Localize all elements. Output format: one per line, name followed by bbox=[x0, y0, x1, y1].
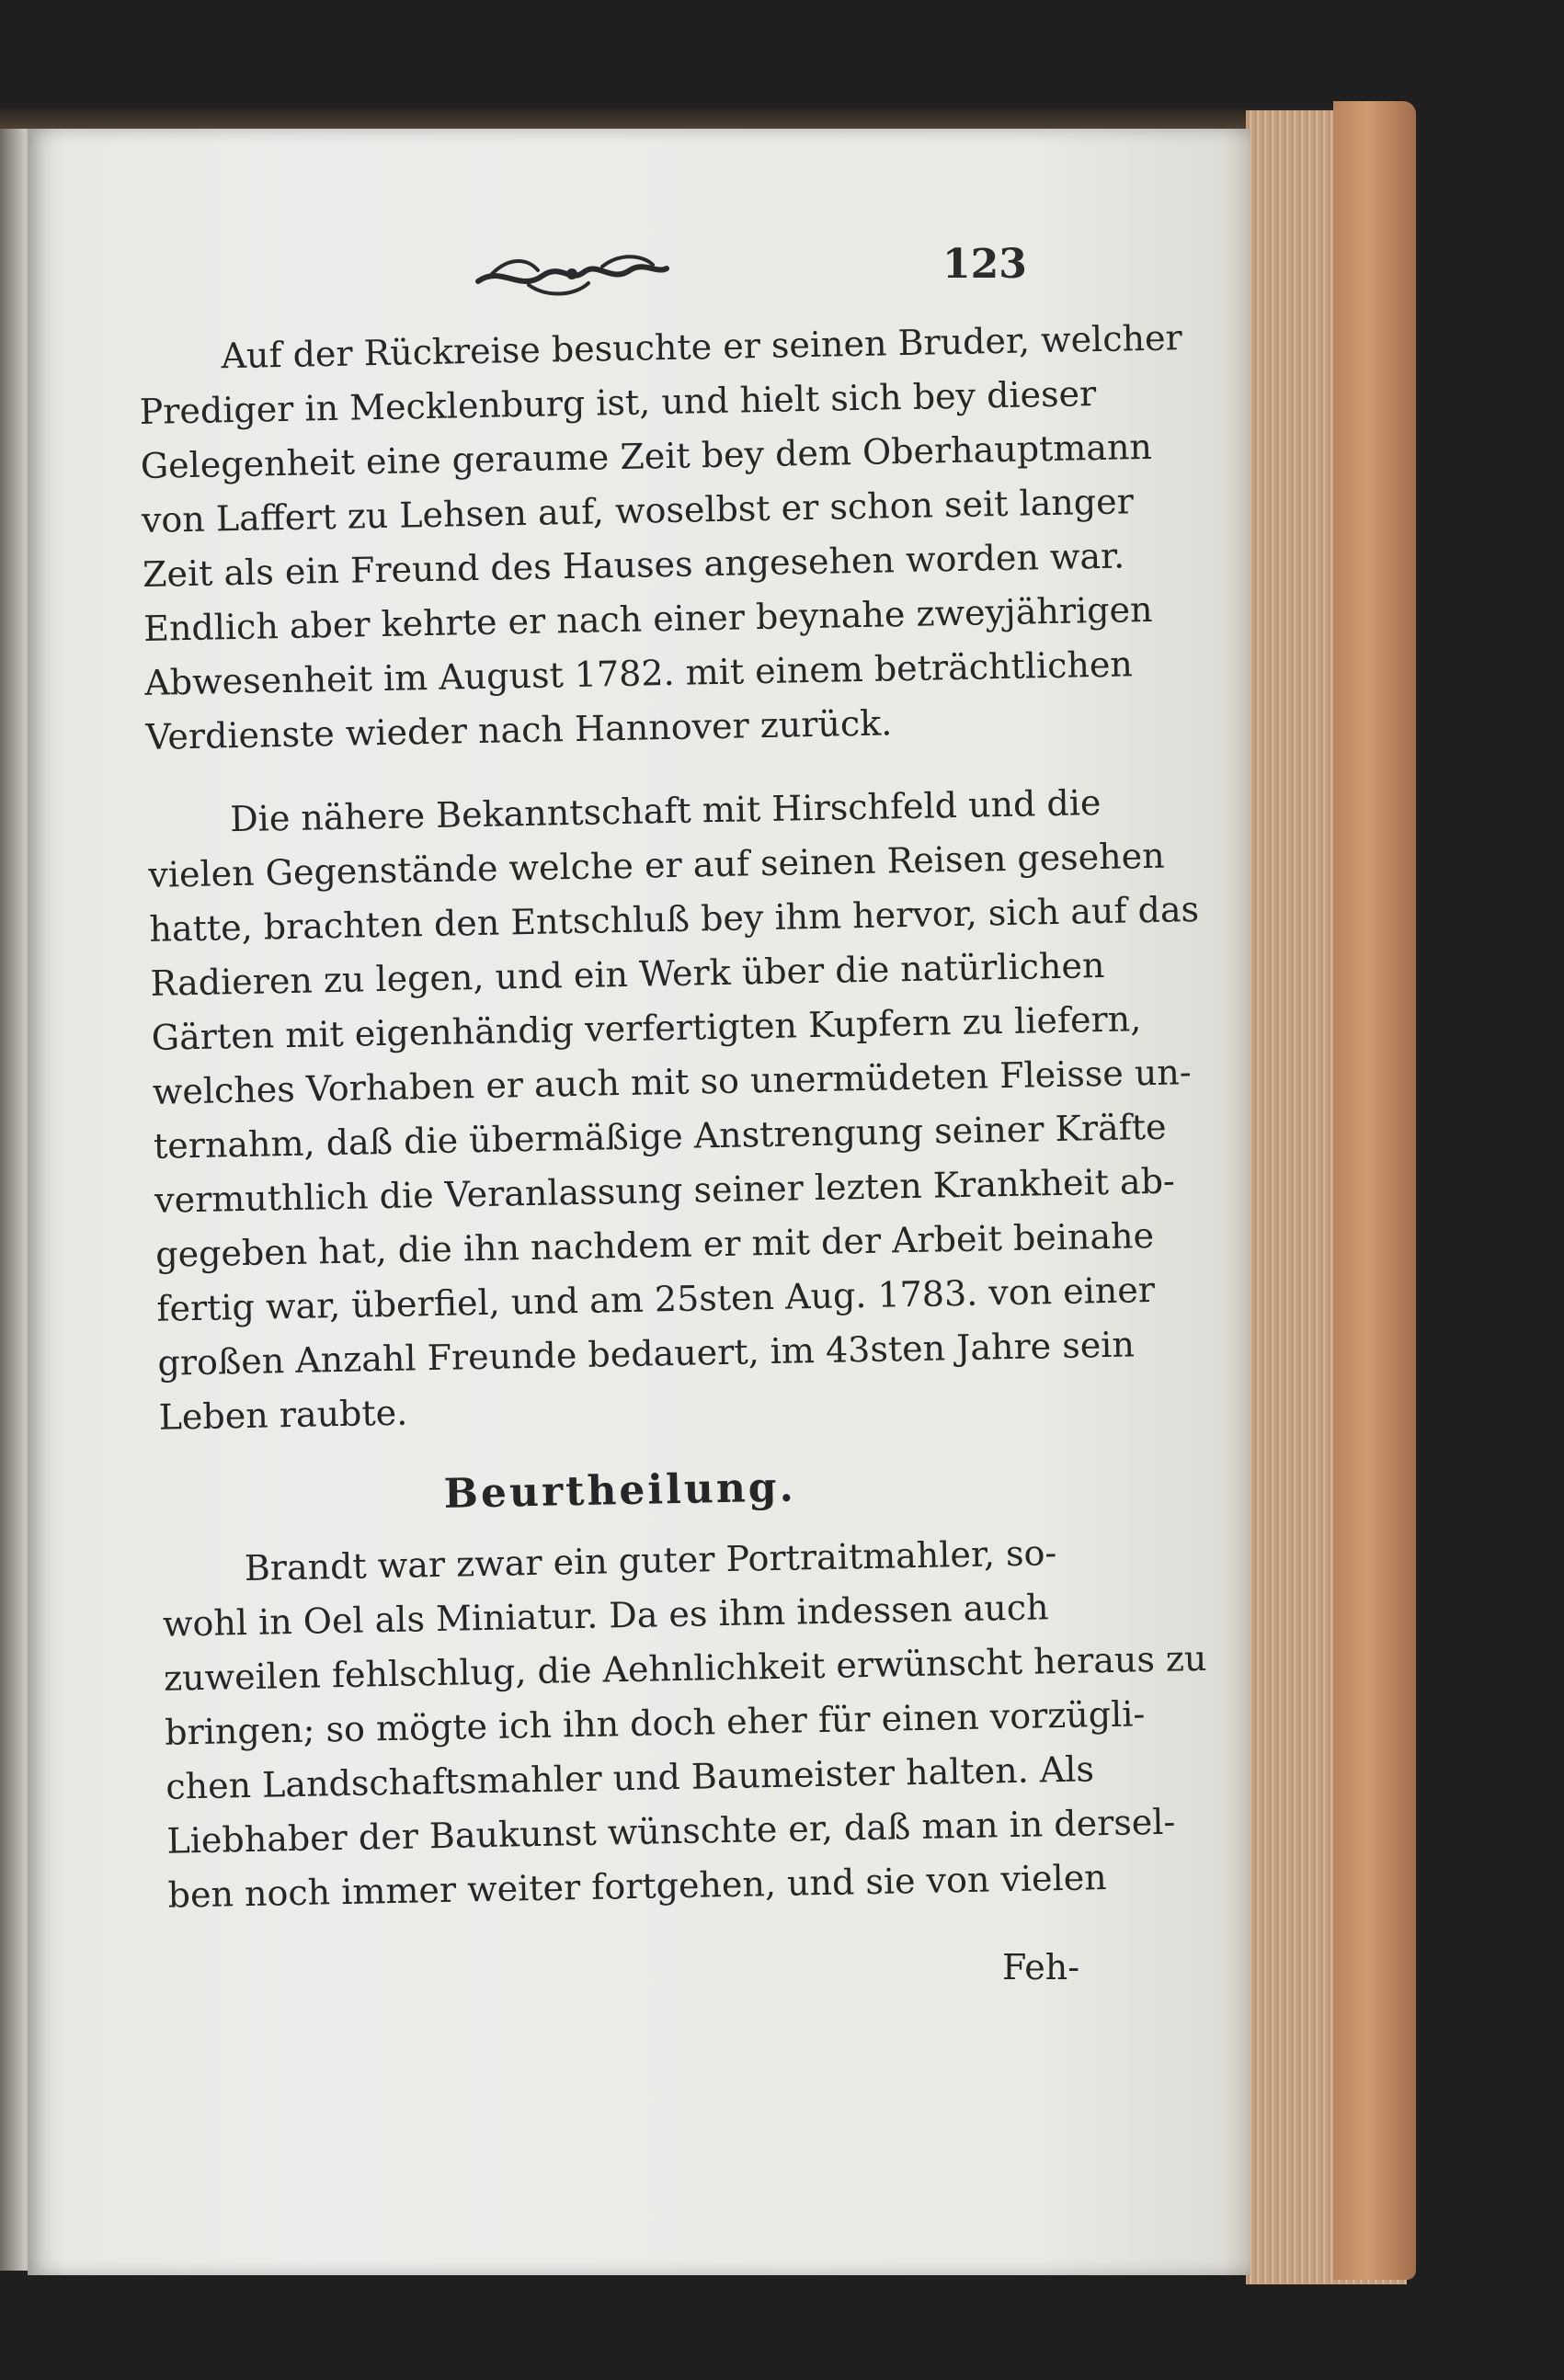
text-line: Die nähere Bekanntschaft mit Hirschfeld und die bbox=[229, 781, 1102, 840]
text-line: Zeit als ein Freund des Hauses angesehen worden war. bbox=[142, 535, 1125, 595]
text-line: zuweilen fehlschlug, die Aehnlichkeit erwünscht heraus zu bbox=[163, 1637, 1207, 1699]
text-line: ternahm, daß die übermäßige Anstrengung seiner Kräfte bbox=[153, 1106, 1167, 1167]
text-line: Prediger in Mecklenburg ist, und hielt sich bey dieser bbox=[139, 373, 1097, 432]
text-line: vielen Gegenstände welche er auf seinen Reisen gesehen bbox=[147, 835, 1166, 895]
text-line: Verdienste wieder nach Hannover zurück. bbox=[145, 702, 893, 757]
text-line: Radieren zu legen, und ein Werk über die natürlichen bbox=[150, 944, 1105, 1004]
text-line: chen Landschaftsmahler und Baumeister halten. Als bbox=[165, 1748, 1095, 1807]
text-line: Leben raubte. bbox=[158, 1392, 408, 1438]
text-line: Auf der Rückreise besuchte er seinen Bruder, welcher bbox=[221, 317, 1183, 377]
text-line: ben noch immer weiter fortgehen, und sie von vielen bbox=[167, 1857, 1108, 1916]
text-line: Liebhaber der Baukunst wünschte er, daß man in dersel- bbox=[166, 1801, 1176, 1862]
book-spine-edge bbox=[1333, 101, 1416, 2280]
page-number: 123 bbox=[942, 241, 1027, 288]
page-text bbox=[138, 313, 1207, 1923]
text-line: von Laffert zu Lehsen auf, woselbst er schon seit langer bbox=[141, 481, 1135, 541]
text-line: gegeben hat, die ihn nachdem er mit der Arbeit beinahe bbox=[154, 1214, 1155, 1275]
text-line: großen Anzahl Freunde bedauert, im 43sten Jahre sein bbox=[157, 1324, 1136, 1384]
text-line: fertig war, überfiel, und am 25sten Aug. 1783. von einer bbox=[156, 1269, 1156, 1329]
text-line: welches Vorhaben er auch mit so unermüdeten Fleisse un- bbox=[152, 1052, 1193, 1112]
text-line: vermuthlich die Veranlassung seiner lezten Krankheit ab- bbox=[154, 1160, 1176, 1221]
text-line: Endlich aber kehrte er nach einer beynahe zweyjährigen bbox=[143, 588, 1153, 649]
text-line: Gärten mit eigenhändig verfertigten Kupfern zu liefern, bbox=[151, 998, 1142, 1058]
ornament-icon bbox=[474, 246, 671, 302]
text-line: bringen; so mögte ich ihn doch eher für einen vorzügli- bbox=[164, 1693, 1146, 1753]
section-heading: Beurtheilung. bbox=[443, 1463, 797, 1518]
catchword: Feh- bbox=[1002, 1947, 1080, 1987]
text-line: wohl in Oel als Miniatur. Da es ihm indessen auch bbox=[162, 1587, 1049, 1645]
text-line: Gelegenheit eine geraume Zeit bey dem Oberhauptmann bbox=[140, 426, 1153, 486]
text-line: Abwesenheit im August 1782. mit einem beträchtlichen bbox=[143, 643, 1134, 703]
paragraph-2 bbox=[147, 777, 1200, 1445]
text-line: hatte, brachten den Entschluß bey ihm hervor, sich auf das bbox=[149, 888, 1200, 950]
text-line: Brandt war zwar ein guter Portraitmahler, so- bbox=[244, 1532, 1057, 1589]
paragraph-1 bbox=[138, 313, 1183, 765]
paragraph-3 bbox=[161, 1526, 1207, 1923]
